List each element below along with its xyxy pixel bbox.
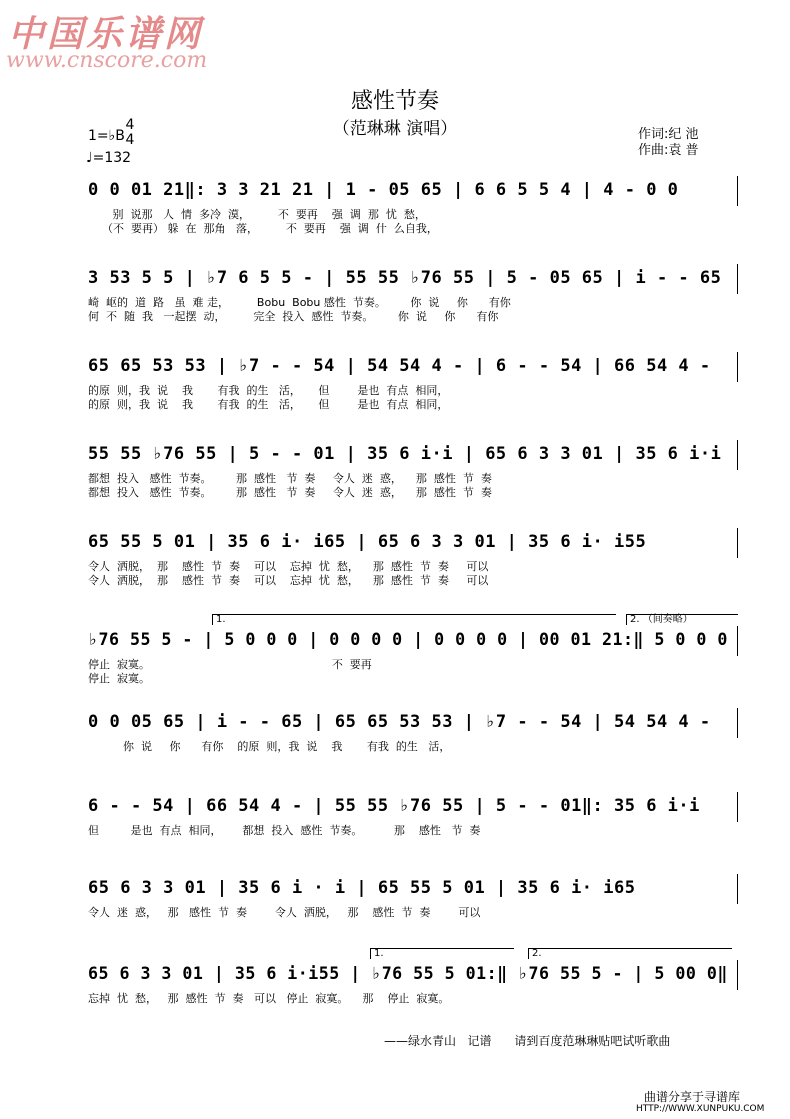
score-row: [88, 614, 738, 686]
time-num: 4: [125, 117, 135, 133]
notation-line: 6 - - 54 | 66 54 4 - | 55 55 ♭76 55 | 5 - - 01‖: 35 6 i·i: [88, 796, 700, 816]
lyric-line: 何 不 随 我 一起摆 动， 完全 投入 感性 节奏。 你 说 你 有你: [88, 310, 499, 323]
score-row: [88, 948, 738, 1020]
footer-note: ——绿水青山 记谱 请到百度范琳琳贴吧试听歌曲: [384, 1034, 671, 1048]
score-row: [88, 796, 738, 852]
notation-line: 65 65 53 53 | ♭7 - - 54 | 54 54 4 - | 6 - - 54 | 66 54 4 -: [88, 356, 711, 376]
lyric-line: 的原 则，我 说 我 有我 的生 活， 但 是也 有点 相同，: [88, 384, 449, 397]
score-row: [88, 878, 738, 934]
key-signature: 1=♭B: [88, 128, 125, 144]
barline-end: [737, 440, 738, 470]
barline-end: [737, 792, 738, 822]
notation-line: 55 55 ♭76 55 | 5 - - 01 | 35 6 i·i | 65 6 3 3 01 | 35 6 i·i: [88, 444, 722, 464]
lyric-line: 都想 投入 感性 节奏。 那 感性 节 奏 令人 迷 惑， 那 感性 节 奏: [88, 472, 492, 485]
volta-1: 1.: [370, 948, 514, 959]
barline-end: [737, 708, 738, 738]
notation-line: 3 53 5 5 | ♭7 6 5 5 - | 55 55 ♭76 55 | 5 - 05 65 | i - - 65: [88, 268, 722, 288]
notation-line: 0 0 01 21‖: 3 3 21 21 | 1 - 05 65 | 6 6 5 5 4 | 4 - 0 0: [88, 180, 679, 200]
barline-end: [737, 176, 738, 206]
score-row: [88, 356, 738, 412]
share-url: HTTP://WWW.XUNPUKU.COM: [636, 1104, 765, 1114]
barline-end: [737, 528, 738, 558]
lyric-line: 别 说那 人 情 多冷 漠， 不 要再 强 调 那 忧 愁，: [88, 208, 426, 221]
watermark-cn: 中国乐谱网: [8, 13, 204, 55]
page-title: 感性节奏: [350, 89, 439, 114]
notation-line: 65 6 3 3 01 | 35 6 i·i55 | ♭76 55 5 01:‖ ♭76 55 5 - | 5 00 0‖: [88, 964, 728, 984]
score-row: [88, 444, 738, 500]
share-note: 曲谱分享于寻谱库: [644, 1090, 741, 1104]
notation-line: 65 55 5 01 | 35 6 i· i65 | 65 6 3 3 01 | 35 6 i· i55: [88, 532, 647, 552]
barline-end: [737, 874, 738, 904]
score-row: [88, 532, 738, 588]
notation-line: ♭76 55 5 - | 5 0 0 0 | 0 0 0 0 | 0 0 0 0 | 00 01 21:‖ 5 0 0 0: [88, 630, 728, 650]
volta-1: 1.: [212, 614, 616, 625]
lyric-line: 你 说 你 有你 的原 则，我 说 我 有我 的生 活，: [88, 740, 451, 753]
barline-end: [737, 960, 738, 990]
lyric-line: 令人 迷 惑， 那 感性 节 奏 令人 洒脱， 那 感性 节 奏 可以: [88, 906, 481, 919]
lyric-line: （不 要再） 躲 在 那角 落， 不 要再 强 调 什 么自我，: [88, 222, 438, 235]
barline-end: [737, 352, 738, 382]
score-row: [88, 712, 738, 768]
score-row: [88, 268, 738, 324]
lyric-line: 停止 寂寞。 不 要再: [88, 658, 372, 671]
barline-end: [737, 626, 738, 656]
lyric-line: 停止 寂寞。: [88, 672, 150, 685]
notation-line: 0 0 05 65 | i - - 65 | 65 65 53 53 | ♭7 - - 54 | 54 54 4 -: [88, 712, 711, 732]
score-row: [88, 180, 738, 236]
time-den: 4: [125, 132, 135, 148]
page-subtitle: （范琳琳 演唱）: [332, 119, 458, 139]
lyric-line: 令人 洒脱， 那 感性 节 奏 可以 忘掉 忧 愁， 那 感性 节 奏 可以: [88, 560, 489, 573]
lyricist: 作词:纪 池: [638, 127, 699, 142]
lyric-line: 但 是也 有点 相同， 都想 投入 感性 节奏。 那 感性 节 奏: [88, 824, 481, 837]
lyric-line: 忘掉 忧 愁， 那 感性 节 奏 可以 停止 寂寞。 那 停止 寂寞。: [88, 992, 450, 1005]
time-signature: [124, 118, 136, 148]
lyric-line: 崎 岖的 道 路 虽 难 走， Bobu Bobu 感性 节奏。 你 说 你 有你: [88, 296, 511, 309]
watermark-url: www.cnscore.com: [6, 48, 208, 73]
lyric-line: 令人 洒脱， 那 感性 节 奏 可以 忘掉 忧 愁， 那 感性 节 奏 可以: [88, 574, 489, 587]
lyric-line: 的原 则，我 说 我 有我 的生 活， 但 是也 有点 相同，: [88, 398, 449, 411]
lyric-line: 都想 投入 感性 节奏。 那 感性 节 奏 令人 迷 惑， 那 感性 节 奏: [88, 486, 492, 499]
composer: 作曲:袁 普: [638, 143, 699, 158]
tempo-mark: ♩=132: [86, 150, 132, 166]
credits: [638, 127, 699, 159]
notation-line: 65 6 3 3 01 | 35 6 i · i | 65 55 5 01 | 35 6 i· i65: [88, 878, 636, 898]
barline-end: [737, 264, 738, 294]
volta-2: 2.: [528, 948, 732, 959]
volta-2: 2. （间奏略）: [626, 614, 738, 625]
